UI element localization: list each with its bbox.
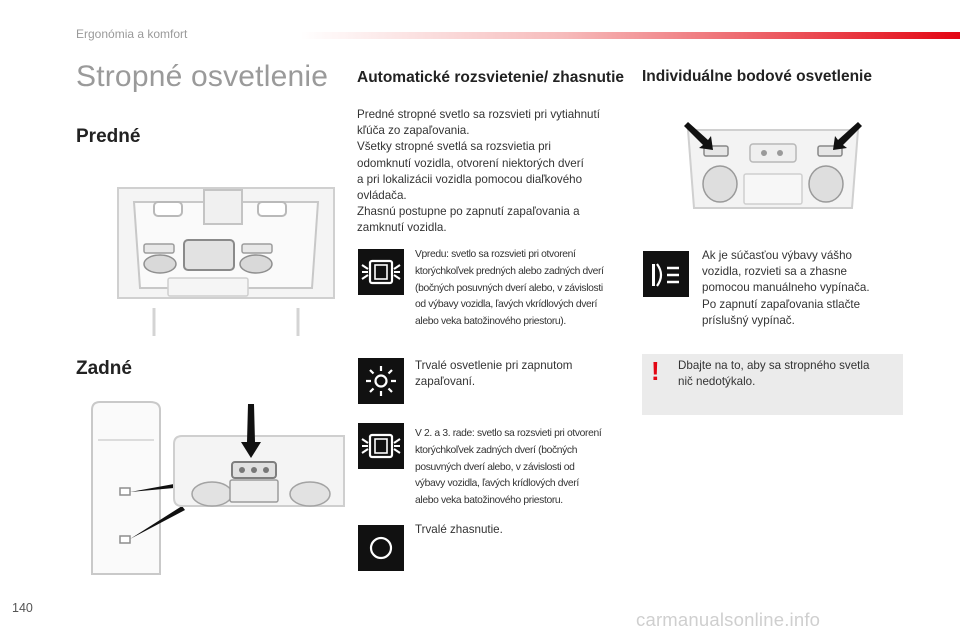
text-line: zapaľovaní. xyxy=(415,375,476,389)
text-line: ktorýchkoľvek predných alebo zadných dverí xyxy=(415,265,604,277)
text-line: Predné stropné svetlo sa rozsvieti pri vytiahnutí xyxy=(357,108,600,121)
text-line: od výbavy vozidla, ľavých vkrídlových dverí xyxy=(415,299,597,311)
text-line: zamknutí vozidla. xyxy=(357,221,447,235)
mode-front-description xyxy=(415,247,630,331)
text-line: Trvalé zhasnutie. xyxy=(415,523,503,536)
automatic-heading: Automatické rozsvietenie/ zhasnutie xyxy=(357,69,625,86)
mode-rear-description xyxy=(415,426,630,510)
text-line: ovládača. xyxy=(357,189,407,203)
text-line: vozidla, rozvieti sa a zhasne xyxy=(702,265,847,279)
door-light-icon xyxy=(358,249,404,295)
text-line: pomocou manuálneho vypínača. xyxy=(702,281,870,295)
text-line: Dbajte na to, aby sa stropného svetla xyxy=(678,359,870,372)
text-line: nič nedotýkalo. xyxy=(678,375,756,389)
text-line: Po zapnutí zapaľovania stlačte xyxy=(702,297,861,311)
header-accent-bar xyxy=(300,32,960,39)
text-line: alebo veka batožinového priestoru). xyxy=(415,316,566,328)
off-circle-icon xyxy=(358,525,404,571)
text-line: výbavy vozidla, ľavých krídlových dverí xyxy=(415,478,579,490)
spot-light-icon xyxy=(643,251,689,297)
mode-off-description xyxy=(415,522,630,538)
individual-heading: Individuálne bodové osvetlenie xyxy=(642,68,872,85)
section-label: Ergonómia a komfort xyxy=(76,27,188,41)
automatic-paragraph xyxy=(357,107,637,237)
front-heading: Predné xyxy=(76,126,141,147)
front-ceiling-light-illustration xyxy=(108,178,344,338)
text-line: alebo veka batožinového priestoru. xyxy=(415,495,563,507)
text-line: príslušný vypínač. xyxy=(702,313,795,327)
text-line: Trvalé osvetlenie pri zapnutom xyxy=(415,359,573,372)
text-line: Vpredu: svetlo sa rozsvieti pri otvorení xyxy=(415,249,576,260)
individual-description xyxy=(702,248,902,329)
text-line: kľúča zo zapaľovania. xyxy=(357,124,470,138)
warning-icon: ! xyxy=(651,356,660,386)
text-line: Zhasnú postupne po zapnutí zapaľovania a xyxy=(357,205,580,219)
text-line: odomknutí vozidla, otvorení niektorých dverí xyxy=(357,156,584,170)
text-line: V 2. a 3. rade: svetlo sa rozsvieti pri otvorení xyxy=(415,428,602,439)
text-line: Ak je súčasťou výbavy vášho xyxy=(702,249,852,262)
rear-heading: Zadné xyxy=(76,358,132,379)
text-line: ktorýchkoľvek zadných dverí (bočných xyxy=(415,444,578,456)
text-line: Všetky stropné svetlá sa rozsvietia pri xyxy=(357,140,551,154)
page-number: 140 xyxy=(12,601,33,615)
warning-text xyxy=(678,358,898,390)
mode-permanent-on-description xyxy=(415,358,630,390)
text-line: a pri lokalizácii vozidla pomocou diaľkového xyxy=(357,172,583,186)
text-line: (bočných posuvných dverí alebo, v závislosti xyxy=(415,282,603,294)
watermark: carmanualsonline.info xyxy=(636,609,821,630)
sun-light-icon xyxy=(358,358,404,404)
rear-ceiling-light-illustration xyxy=(86,396,352,582)
individual-spotlight-illustration xyxy=(680,118,866,218)
door-light-icon xyxy=(358,423,404,469)
text-line: posuvných dverí alebo, v závislosti od xyxy=(415,461,575,473)
page-title: Stropné osvetlenie xyxy=(76,60,329,93)
